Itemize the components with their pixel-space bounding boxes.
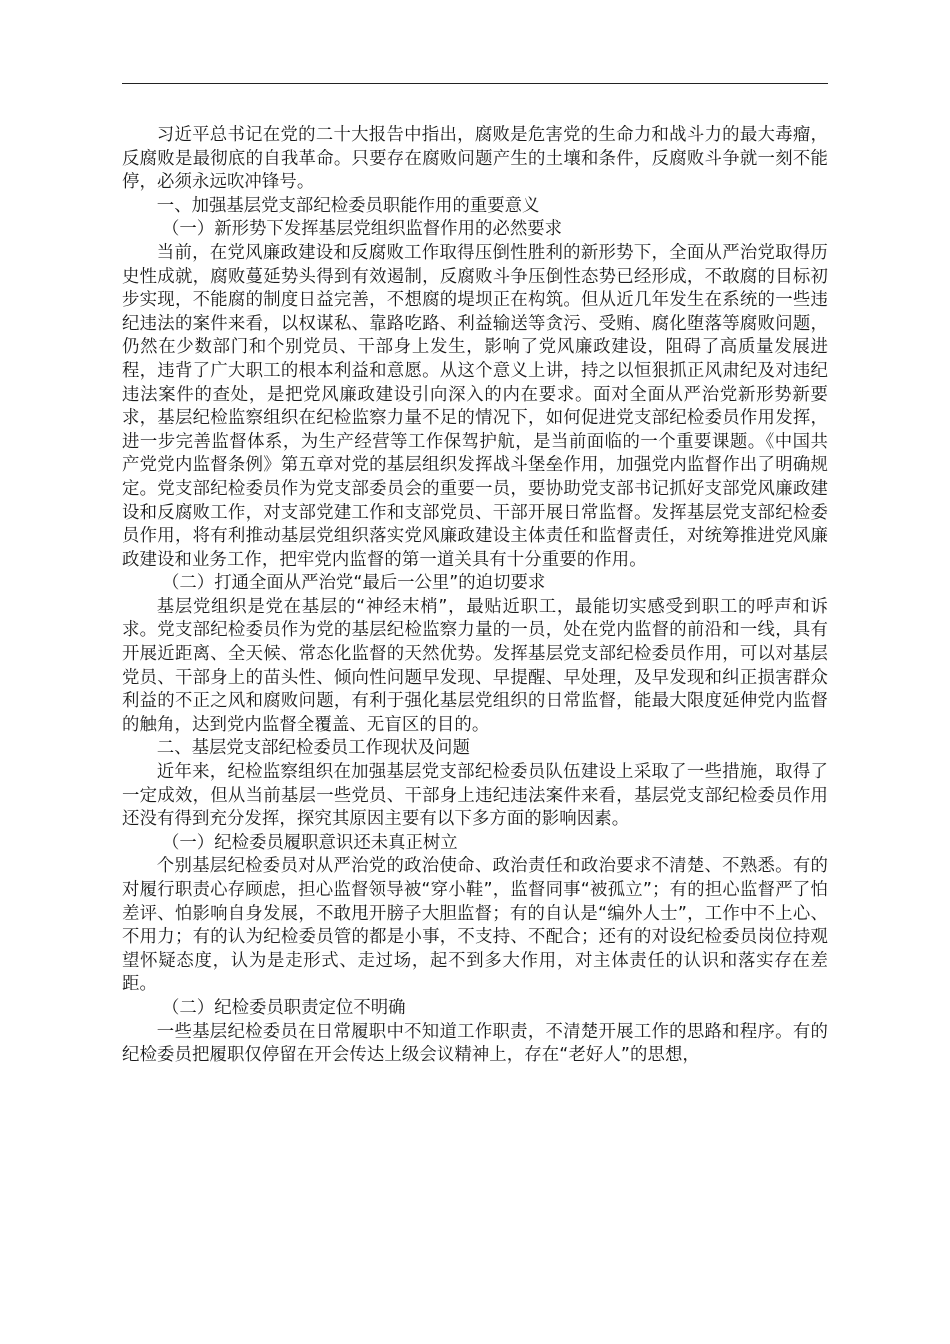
subsection-heading: （二）纪检委员职责定位不明确 — [162, 997, 406, 1018]
header-rule — [122, 83, 828, 84]
paragraph: 当前，在党风廉政建设和反腐败工作取得压倒性胜利的新形势下，全面从严治党取得历史性成就，腐败蔓延势头得到有效遏制，反腐败斗争压倒性态势已经形成，不敢腐的目标初步实现，不能腐的制度日益完善，不想腐的堤坝正在构筑。但从近几年发生在系统的一些违纪违法的案件来看，以权谋私、靠路吃路、利益输送等贪污、受贿、腐化堕落等腐败问题，仍然在少数部门和个别党员、干部身上发生，影响了党风廉政建设，阻碍了高质量发展进程，违背了广大职工的根本利益和意愿。从这个意义上讲，持之以恒狠抓正风肃纪及对违纪违法案件的查处，是把党风廉政建设引向深入的内在要求。面对全面从严治党新形势新要求，基层纪检监察组织在纪检监察力量不足的情况下，如何促进党支部纪检委员作用发挥，进一步完善监督体系，为生产经营等工作保驾护航，是当前面临的一个重要课题。《中国共产党党内监督条例》第五章对党的基层组织发挥战斗堡垒作用，加强党内监督作出了明确规定。党支部纪检委员作为党支部委员会的重要一员，要协助党支部书记抓好支部党风廉政建设和反腐败工作，对支部党建工作和支部党员、干部开展日常监督。发挥基层党支部纪检委员作用，将有利推动基层党组织落实党风廉政建设主体责任和监督责任，对统筹推进党风廉政建设和业务工作，把牢党内监督的第一道关具有十分重要的作用。 — [122, 242, 828, 570]
section-heading: 一、加强基层党支部纪检委员职能作用的重要意义 — [156, 195, 540, 216]
subsection-heading: （一）新形势下发挥基层党组织监督作用的必然要求 — [162, 219, 563, 240]
paragraph: 基层党组织是党在基层的“神经末梢”，最贴近职工，最能切实感受到职工的呼声和诉求。党支部纪检委员作为党的基层纪检监察力量的一员，处在党内监督的前沿和一线，具有开展近距离、全天候、常态化监督的天然优势。发挥基层党支部纪检委员作用，可以对基层党员、干部身上的苗头性、倾向性问题早发现、早提醒、早处理，及早发现和纠正损害群众利益的不正之风和腐败问题，有利于强化基层党组织的日常监督，能最大限度延伸党内监督的触角，达到党内监督全覆盖、无盲区的目的。 — [122, 596, 828, 735]
subsection-heading: （二）打通全面从严治党“最后一公里”的迫切要求 — [162, 573, 546, 594]
paragraph: 近年来，纪检监察组织在加强基层党支部纪检委员队伍建设上采取了一些措施，取得了一定成效，但从当前基层一些党员、干部身上违纪违法案件来看，基层党支部纪检委员作用还没有得到充分发挥，探究其原因主要有以下多方面的影响因素。 — [122, 762, 828, 830]
paragraph: 习近平总书记在党的二十大报告中指出，腐败是危害党的生命力和战斗力的最大毒瘤，反腐败是最彻底的自我革命。只要存在腐败问题产生的土壤和条件，反腐败斗争就一刻不能停，必须永远吹冲锋号。 — [122, 125, 828, 193]
paragraph: 个别基层纪检委员对从严治党的政治使命、政治责任和政治要求不清楚、不熟悉。有的对履行职责心存顾虑，担心监督领导被“穿小鞋”，监督同事“被孤立”；有的担心监督严了怕差评、怕影响自身发展，不敢甩开膀子大胆监督；有的自认是“编外人士”，工作中不上心、不用力；有的认为纪检委员管的都是小事，不支持、不配合；还有的对设纪检委员岗位持观望怀疑态度，认为是走形式、走过场，起不到多大作用，对主体责任的认识和落实存在差距。 — [122, 856, 828, 995]
document-body — [122, 124, 828, 1068]
section-heading: 二、基层党支部纪检委员工作现状及问题 — [156, 738, 470, 759]
subsection-heading: （一）纪检委员履职意识还未真正树立 — [162, 832, 458, 853]
paragraph: 一些基层纪检委员在日常履职中不知道工作职责，不清楚开展工作的思路和程序。有的纪检委员把履职仅停留在开会传达上级会议精神上，存在“老好人”的思想， — [122, 1021, 828, 1066]
